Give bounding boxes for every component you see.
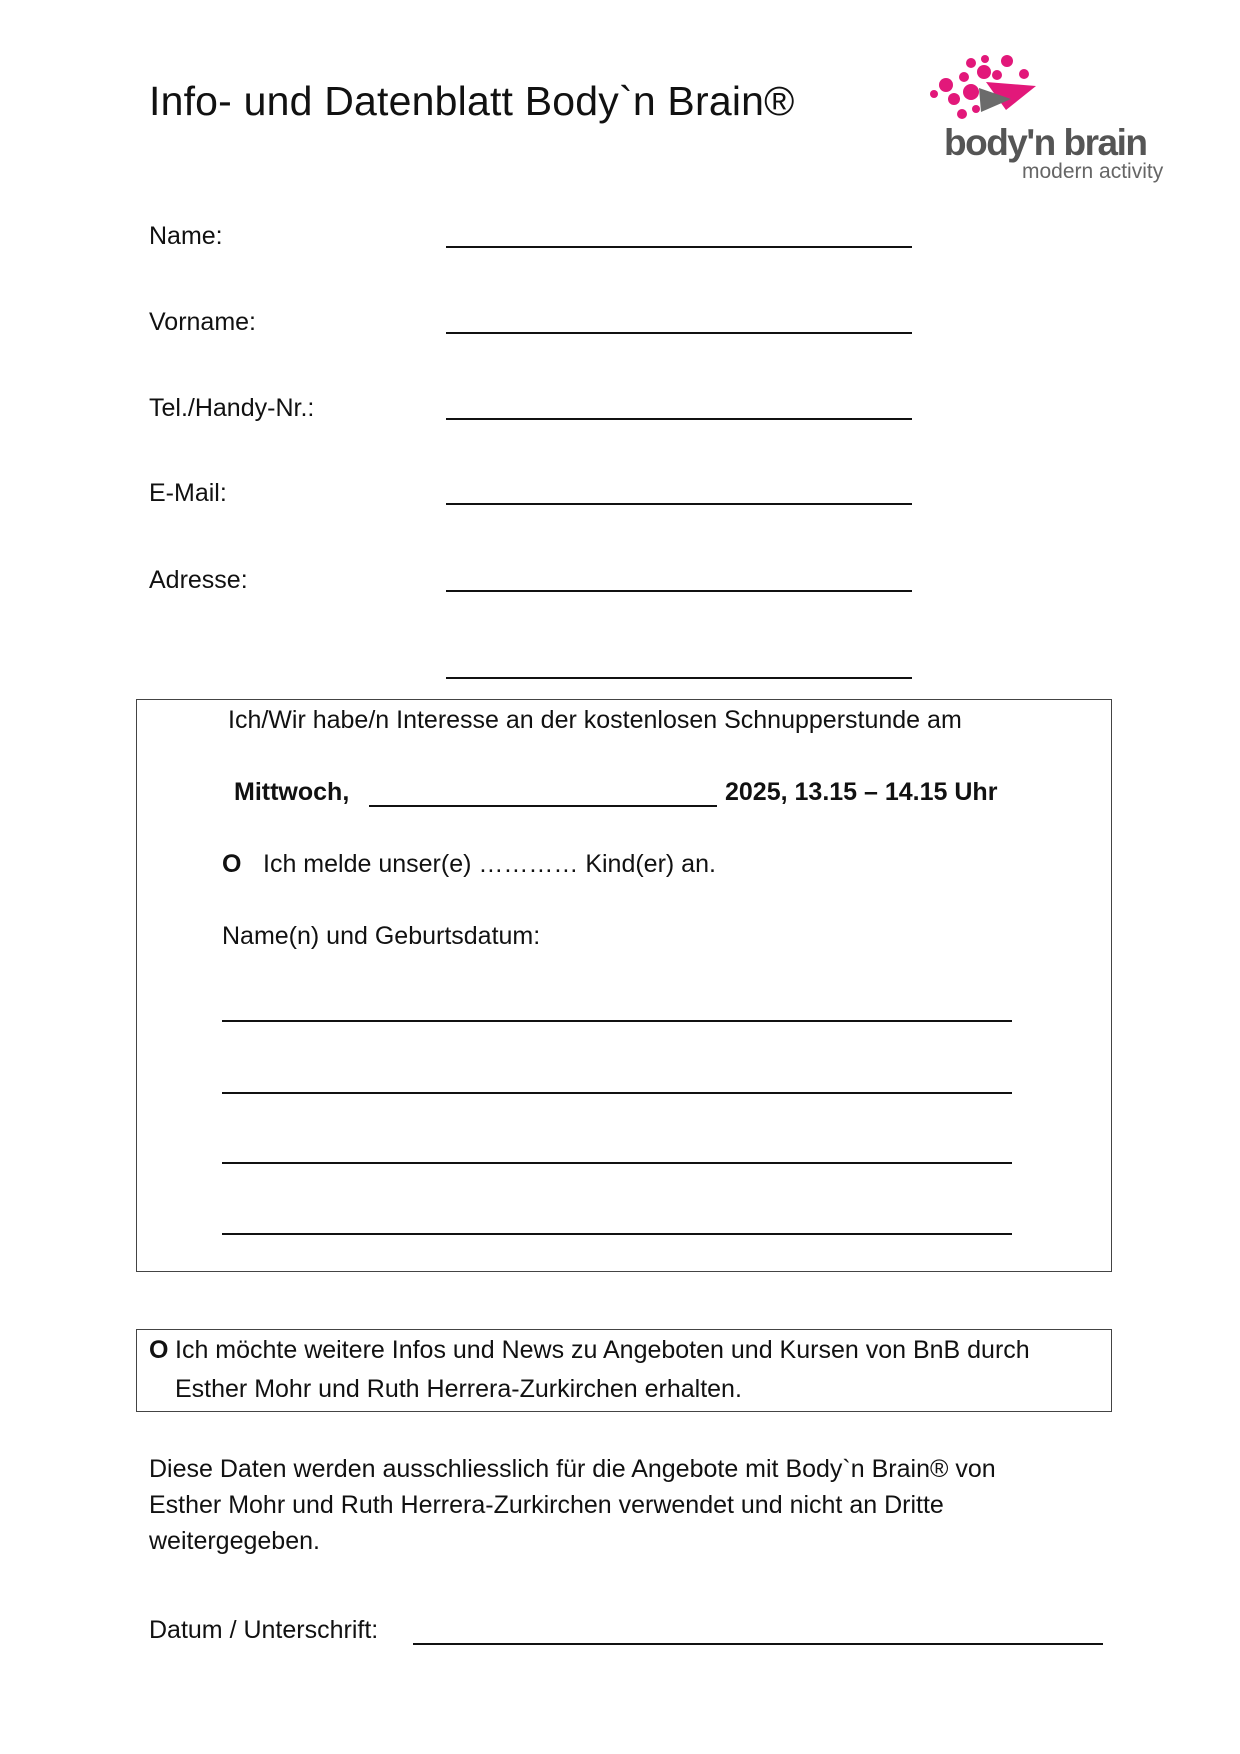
date-field[interactable] bbox=[369, 805, 717, 807]
address-label: Adresse: bbox=[149, 566, 248, 594]
page-title: Info- und Datenblatt Body`n Brain® bbox=[149, 78, 795, 124]
privacy-line1: Diese Daten werden ausschliesslich für die Angebote mit Body`n Brain® von bbox=[149, 1455, 996, 1483]
privacy-line2: Esther Mohr und Ruth Herrera-Zurkirchen verwendet und nicht an Dritte bbox=[149, 1491, 944, 1519]
logo-wordmark: body'n brain bbox=[944, 122, 1147, 163]
privacy-line3: weitergegeben. bbox=[149, 1527, 320, 1555]
news-checkbox[interactable]: O bbox=[149, 1336, 169, 1364]
child-name-field-3[interactable] bbox=[222, 1162, 1012, 1164]
name-label: Name: bbox=[149, 222, 223, 250]
address-field-2[interactable] bbox=[446, 677, 912, 679]
time-label: 2025, 13.15 – 14.15 Uhr bbox=[725, 778, 998, 806]
name-field[interactable] bbox=[446, 246, 912, 248]
child-name-field-4[interactable] bbox=[222, 1233, 1012, 1235]
email-field[interactable] bbox=[446, 503, 912, 505]
enroll-checkbox[interactable]: O bbox=[222, 850, 242, 878]
email-label: E-Mail: bbox=[149, 479, 227, 507]
news-text-line1: Ich möchte weitere Infos und News zu Angeboten und Kursen von BnB durch bbox=[175, 1336, 1030, 1364]
child-name-field-2[interactable] bbox=[222, 1092, 1012, 1094]
signature-field[interactable] bbox=[413, 1643, 1103, 1645]
signature-label: Datum / Unterschrift: bbox=[149, 1616, 379, 1644]
day-label: Mittwoch, bbox=[234, 778, 350, 806]
news-text-line2: Esther Mohr und Ruth Herrera-Zurkirchen erhalten. bbox=[175, 1375, 742, 1403]
trial-intro: Ich/Wir habe/n Interesse an der kostenlosen Schnupperstunde am bbox=[228, 706, 962, 734]
names-label: Name(n) und Geburtsdatum: bbox=[222, 922, 541, 950]
vorname-field[interactable] bbox=[446, 332, 912, 334]
child-name-field-1[interactable] bbox=[222, 1020, 1012, 1022]
address-field-1[interactable] bbox=[446, 590, 912, 592]
logo-subtitle: modern activity bbox=[1022, 160, 1164, 183]
phone-label: Tel./Handy-Nr.: bbox=[149, 394, 315, 422]
vorname-label: Vorname: bbox=[149, 308, 257, 336]
phone-field[interactable] bbox=[446, 418, 912, 420]
enroll-text: Ich melde unser(e) ………… Kind(er) an. bbox=[263, 850, 716, 878]
